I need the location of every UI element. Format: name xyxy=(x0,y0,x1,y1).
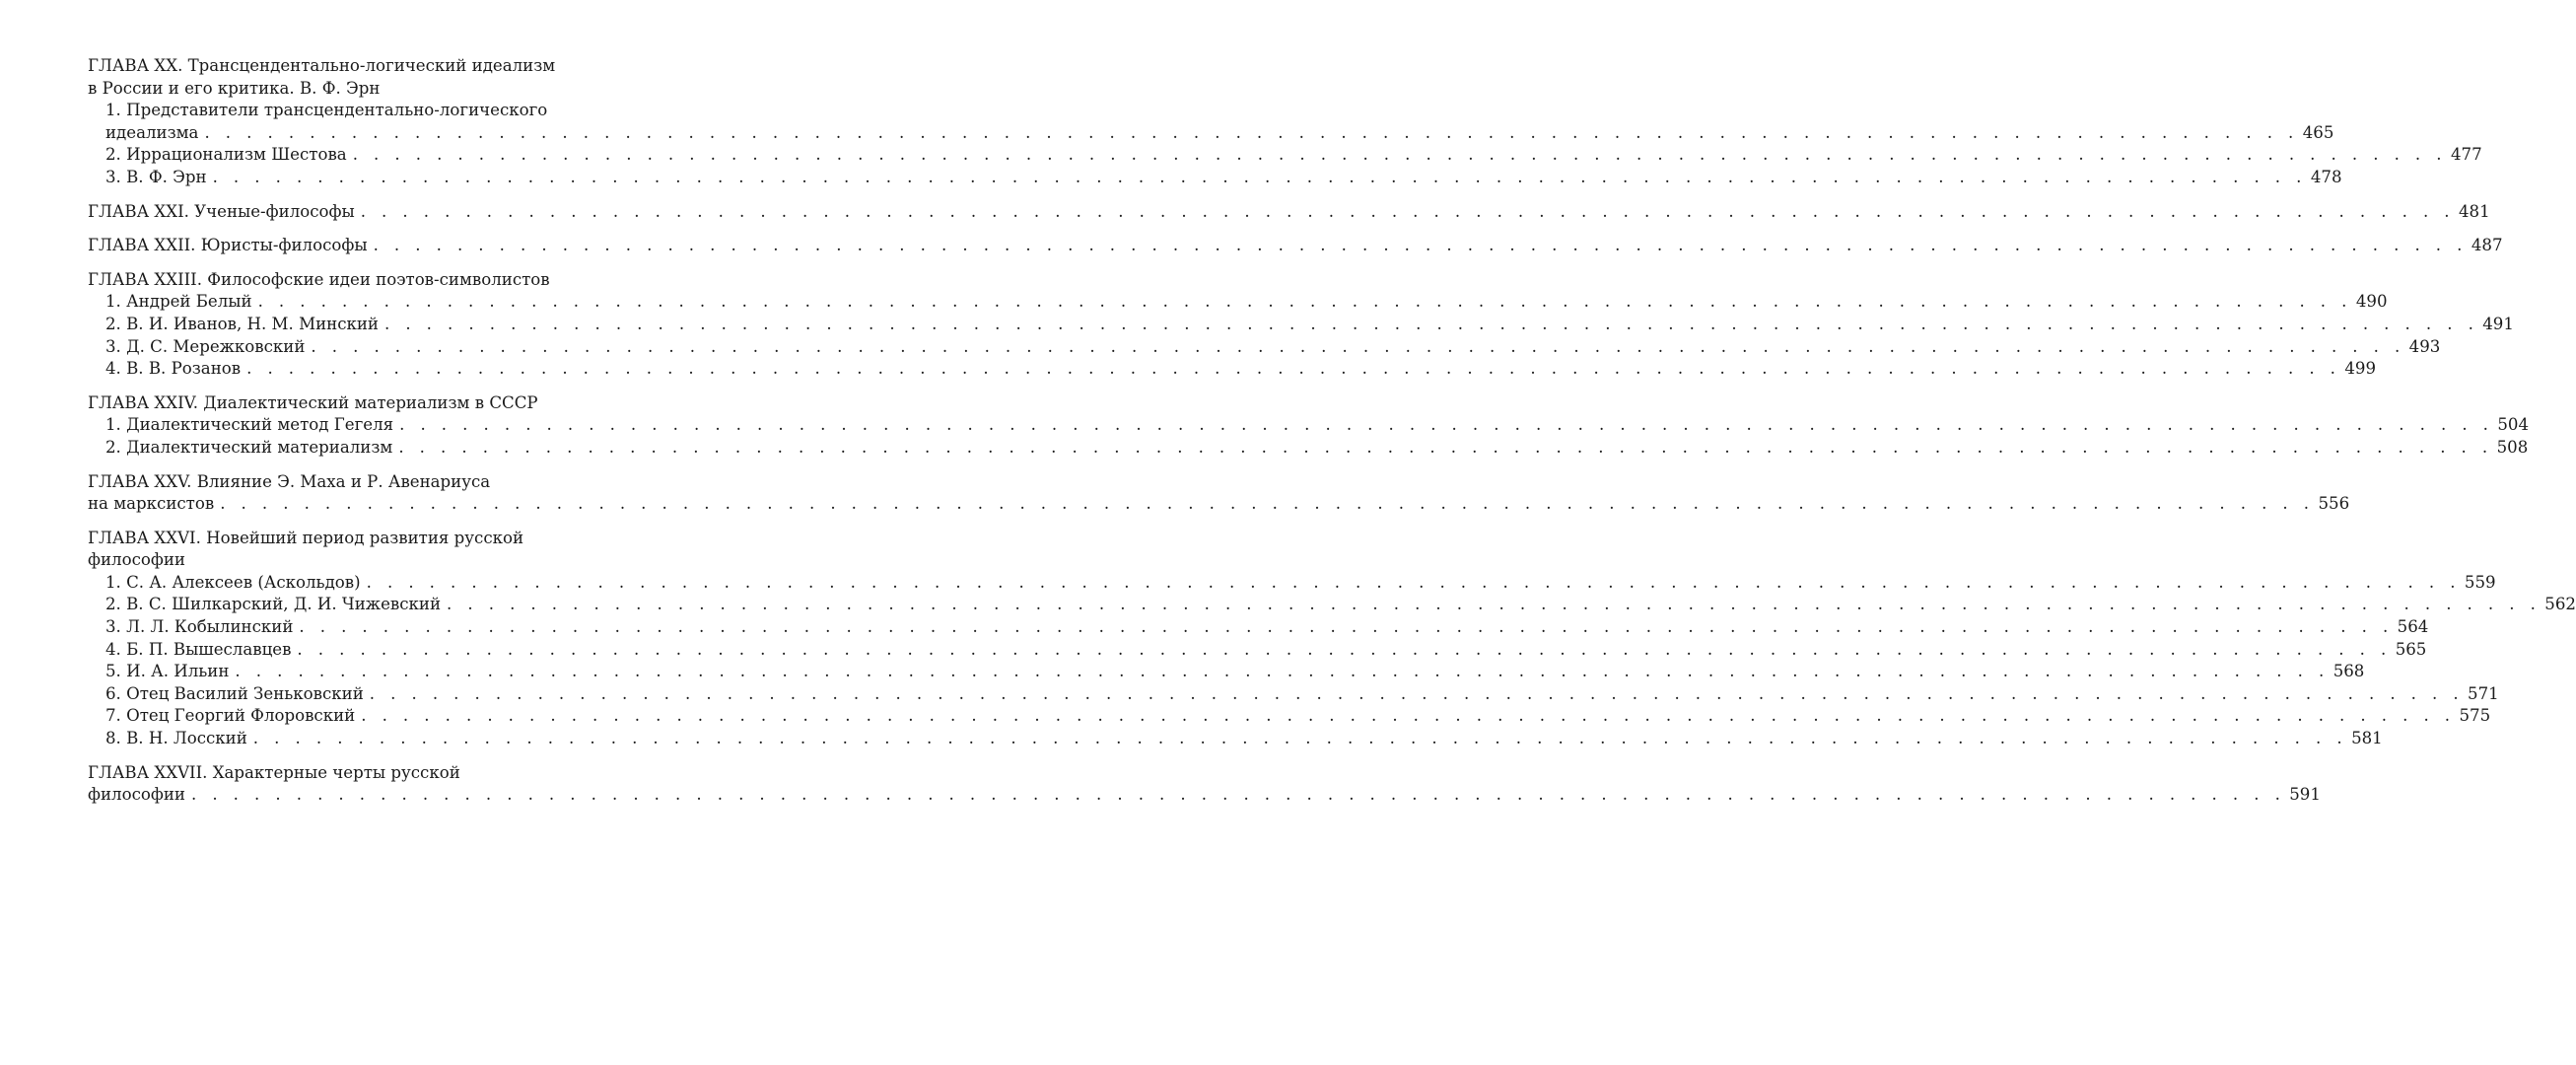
page-number: 562 xyxy=(2544,595,2576,614)
toc-entry-label: 4. Б. П. Вышеславцев xyxy=(105,639,292,659)
toc-entry-label: 3. Л. Л. Кобылинский xyxy=(105,617,294,637)
toc-entry-label: 3. Д. С. Мережковский xyxy=(105,336,306,356)
dot-leader xyxy=(220,493,2314,516)
page-number: 487 xyxy=(2471,236,2503,255)
page-number: 491 xyxy=(2482,314,2514,333)
dot-leader xyxy=(361,705,2455,728)
toc-entry[interactable] xyxy=(88,144,2482,167)
dot-leader xyxy=(258,291,2352,314)
chapter-heading: ГЛАВА XXVII. Характерные черты русской xyxy=(88,762,460,782)
dot-leader xyxy=(353,144,2447,167)
dot-leader xyxy=(399,414,2493,437)
toc-entry[interactable] xyxy=(88,594,2576,616)
dot-leader xyxy=(204,122,2298,145)
chapter-23 xyxy=(88,269,2514,381)
chapter-heading: в России и его критика. В. Ф. Эрн xyxy=(88,78,381,98)
chapter-20 xyxy=(88,55,2482,189)
toc-entry[interactable] xyxy=(88,235,2503,257)
chapter-heading: ГЛАВА XXIV. Диалектический материализм в СССР xyxy=(88,392,538,412)
dot-leader xyxy=(213,167,2307,189)
toc-entry[interactable] xyxy=(88,661,2365,683)
dot-leader xyxy=(311,336,2404,359)
toc-entry-label: 2. В. С. Шилкарский, Д. И. Чижевский xyxy=(105,595,442,614)
page-number: 478 xyxy=(2310,167,2342,186)
toc-entry[interactable] xyxy=(88,122,2334,145)
chapter-22 xyxy=(88,235,2503,257)
dot-leader xyxy=(361,201,2455,224)
toc-entry[interactable] xyxy=(88,728,2383,750)
dot-leader xyxy=(447,594,2541,616)
dot-leader xyxy=(370,683,2464,706)
toc-entry-label: 7. Отец Георгий Флоровский xyxy=(105,706,356,726)
chapter-21 xyxy=(88,201,2490,224)
toc-entry-label: 8. В. Н. Лосский xyxy=(105,729,247,748)
toc-entry[interactable] xyxy=(88,336,2441,359)
page-number: 581 xyxy=(2351,729,2383,748)
page-number: 493 xyxy=(2408,336,2441,356)
dot-leader xyxy=(246,358,2340,381)
page-number: 504 xyxy=(2497,415,2530,435)
dot-leader xyxy=(235,661,2329,683)
chapter-27 xyxy=(88,762,2321,807)
chapter-heading: ГЛАВА XXII. Юристы-философы xyxy=(88,236,368,255)
dot-leader xyxy=(367,572,2461,595)
toc-entry[interactable] xyxy=(88,358,2377,381)
toc-entry-label: 3. В. Ф. Эрн xyxy=(105,167,207,186)
toc-entry-label: 1. Андрей Белый xyxy=(105,292,252,312)
chapter-heading: ГЛАВА XXIII. Философские идеи поэтов-символистов xyxy=(88,269,550,289)
page-number: 556 xyxy=(2318,494,2350,514)
dot-leader xyxy=(398,437,2492,460)
toc-entry[interactable] xyxy=(88,705,2491,728)
page-number: 591 xyxy=(2289,785,2321,805)
dot-leader xyxy=(299,616,2393,639)
chapter-heading-continued: на марксистов xyxy=(88,494,215,514)
chapter-heading: ГЛАВА XXV. Влияние Э. Маха и Р. Авенариуса xyxy=(88,471,491,491)
page-number: 565 xyxy=(2395,639,2427,659)
toc-entry[interactable] xyxy=(88,291,2388,314)
page-number: 465 xyxy=(2302,122,2334,142)
dot-leader xyxy=(384,314,2478,336)
toc-entry[interactable] xyxy=(88,683,2499,706)
toc-entry[interactable] xyxy=(88,201,2490,224)
toc-entry[interactable] xyxy=(88,437,2529,460)
toc-entry-label: 1. С. А. Алексеев (Аскольдов) xyxy=(105,572,361,592)
page-number: 564 xyxy=(2397,617,2429,637)
toc-entry[interactable] xyxy=(88,167,2342,189)
toc-entry[interactable] xyxy=(88,572,2496,595)
toc-entry-text: 1. Представители трансцендентально-логического xyxy=(105,101,548,120)
toc-entry-label: 6. Отец Василий Зеньковский xyxy=(105,683,364,703)
chapter-24 xyxy=(88,392,2530,460)
chapter-heading: философии xyxy=(88,550,185,570)
chapter-heading: ГЛАВА XX. Трансцендентально-логический идеализм xyxy=(88,56,556,75)
page-number: 490 xyxy=(2355,292,2388,312)
toc-entry[interactable] xyxy=(88,639,2427,662)
page-number: 568 xyxy=(2332,662,2365,681)
toc-entry[interactable] xyxy=(88,314,2514,336)
page-number: 559 xyxy=(2464,572,2496,592)
toc-entry-label: 5. И. А. Ильин xyxy=(105,662,230,681)
dot-leader xyxy=(191,784,2285,807)
toc-entry[interactable] xyxy=(88,414,2530,437)
toc-entry[interactable] xyxy=(88,616,2429,639)
chapter-heading-continued: философии xyxy=(88,785,185,805)
dot-leader xyxy=(297,639,2391,662)
page-number: 477 xyxy=(2450,145,2482,165)
chapter-26 xyxy=(88,528,2576,750)
page-number: 481 xyxy=(2458,201,2490,221)
table-of-contents xyxy=(88,55,2576,818)
toc-entry-label: 2. В. И. Иванов, Н. М. Минский xyxy=(105,314,379,333)
page-number: 575 xyxy=(2459,706,2491,726)
toc-entry-label: 1. Диалектический метод Гегеля xyxy=(105,415,394,435)
chapter-heading: ГЛАВА XXI. Ученые-философы xyxy=(88,201,355,221)
toc-entry-label: 2. Иррационализм Шестова xyxy=(105,145,347,165)
dot-leader xyxy=(253,728,2347,750)
toc-entry[interactable] xyxy=(88,493,2350,516)
dot-leader xyxy=(374,235,2468,257)
toc-entry[interactable] xyxy=(88,784,2321,807)
page-number: 499 xyxy=(2344,359,2377,379)
page-number: 508 xyxy=(2496,437,2529,457)
chapter-25 xyxy=(88,471,2350,516)
page-number: 571 xyxy=(2468,683,2499,703)
toc-entry-label: 4. В. В. Розанов xyxy=(105,359,242,379)
toc-entry-label: идеализма xyxy=(105,122,199,142)
chapter-heading: ГЛАВА XXVI. Новейший период развития русской xyxy=(88,528,524,547)
toc-entry-label: 2. Диалектический материализм xyxy=(105,437,393,457)
